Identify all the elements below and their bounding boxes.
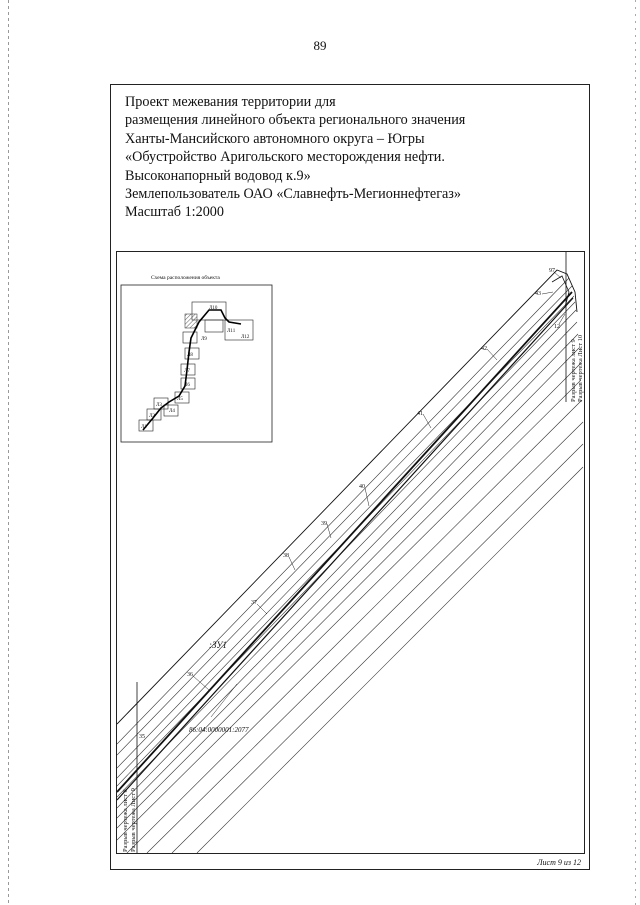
survey-map xyxy=(117,252,584,853)
location-scheme-inset xyxy=(121,274,272,442)
scan-edge-right xyxy=(635,0,636,905)
inset-label-l10: Л10 xyxy=(209,306,218,311)
title-line-4: «Обустройство Аригольского месторождения нефти. xyxy=(125,149,445,166)
break-label-left-1: Разрыв чертежа лист 8 xyxy=(122,789,129,852)
point-label-35: 35 xyxy=(139,734,145,740)
zone-label: :ЗУ1 xyxy=(209,640,227,650)
cadastral-label: 86:04:0000001:2077 xyxy=(189,726,249,734)
inset-label-l9: Л9 xyxy=(201,337,207,342)
inset-label-l8: Л8 xyxy=(187,353,193,358)
inset-label-l2: Л2 xyxy=(149,414,155,419)
inset-label-l4: Л4 xyxy=(169,409,175,414)
point-label-41: 41 xyxy=(417,411,423,417)
title-line-1: Проект межевания территории для xyxy=(125,94,336,110)
point-label-37: 37 xyxy=(251,600,257,606)
point-label-38: 38 xyxy=(283,553,289,559)
inset-label-l1: Л1 xyxy=(141,425,147,430)
inset-label-l12: Л12 xyxy=(241,335,250,340)
title-line-7: Масштаб 1:2000 xyxy=(125,204,224,221)
point-label-43: 43 xyxy=(535,291,541,297)
point-label-42: 42 xyxy=(481,346,487,352)
drawing-sheet xyxy=(110,84,590,870)
title-line-5: Высоконапорный водовод к.9» xyxy=(125,167,311,184)
inset-hatched-area xyxy=(185,314,197,328)
title-block xyxy=(125,93,575,222)
break-label-right-1: Разрыв чертежа лист 9 xyxy=(570,339,577,402)
survey-drawing xyxy=(116,251,585,854)
break-label-left-2: Разрыв чертежа Лист 9 xyxy=(130,788,137,852)
break-label-right-2: Разрыв чертежа Лист 10 xyxy=(577,334,584,402)
inset-label-l6: Л6 xyxy=(184,383,190,388)
inset-frame xyxy=(121,285,272,442)
title-line-3: Ханты-Мансийского автономного округа – Югры xyxy=(125,130,425,147)
inset-label-l11: Л11 xyxy=(227,329,236,334)
scan-edge-left xyxy=(8,0,9,905)
page-number: 89 xyxy=(313,38,327,53)
inset-label-l5: Л5 xyxy=(177,397,183,402)
title-line-6: Землепользователь ОАО «Славнефть-Мегионнефтегаз» xyxy=(125,186,462,203)
point-label-39: 39 xyxy=(321,521,327,527)
point-label-12: 12 xyxy=(554,324,560,330)
point-label-36: 36 xyxy=(187,672,193,678)
inset-label-l7: Л7 xyxy=(184,369,190,374)
point-label-97: 97 xyxy=(549,268,555,274)
inset-title: Схема расположения объекта xyxy=(151,275,220,281)
sheet-number-label: Лист 9 из 12 xyxy=(537,858,581,867)
inset-label-l3: Л3 xyxy=(156,403,162,408)
title-line-2: размещения линейного объекта регионального значения xyxy=(125,112,466,129)
point-label-40: 40 xyxy=(359,484,365,490)
